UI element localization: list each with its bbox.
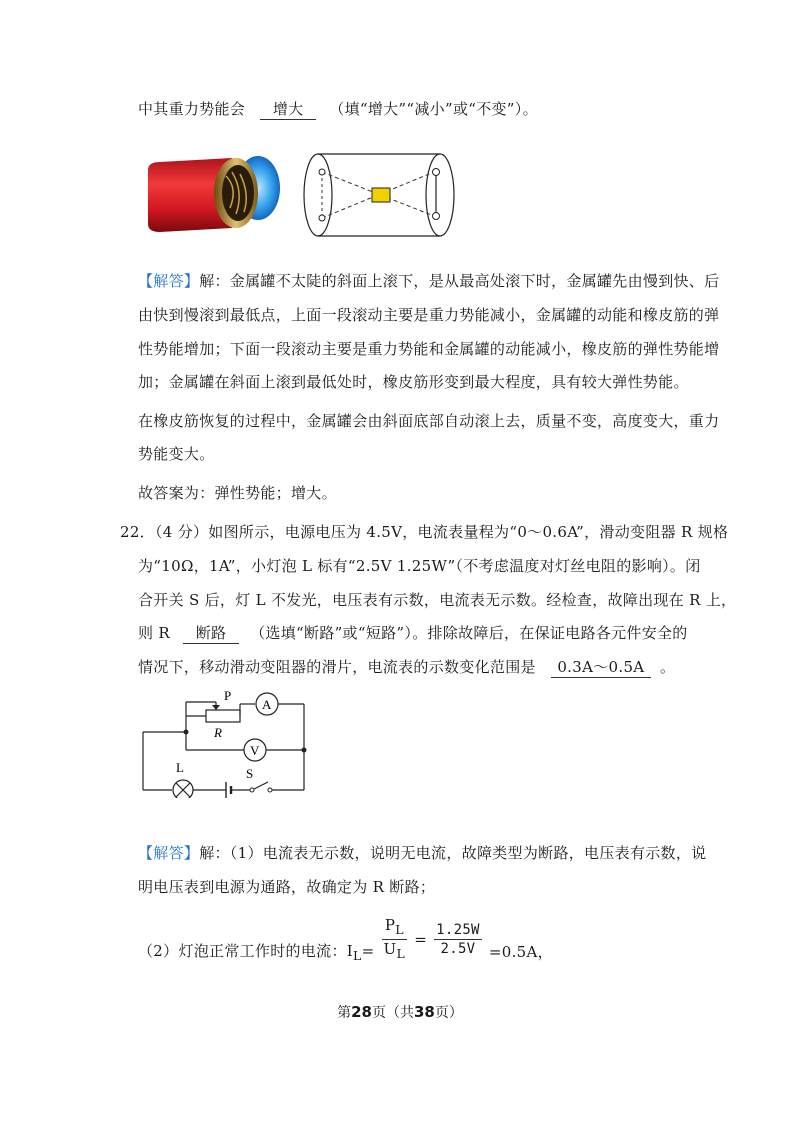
fraction-numerator: 1.25W <box>436 922 480 938</box>
analysis-paragraph-line: 在橡皮筋恢复的过程中，金属罐会由斜面底部自动滚上去，质量不变，高度变大，重力 <box>138 412 720 430</box>
circuit-diagram <box>138 688 318 798</box>
text-segment: 。 <box>659 658 676 676</box>
text-segment: 中其重力势能会 <box>138 100 246 118</box>
question-line: 合开关 S 后，灯 L 不发光，电压表有示数，电流表无示数。经检查，故障出现在 R 上， <box>138 591 737 609</box>
answer-tag: 【解答】 <box>138 272 200 290</box>
fraction-numerator: P <box>384 916 396 934</box>
text-segment: （填“增大”“减小”或“不变”）。 <box>329 100 538 118</box>
resistor-label: R <box>214 725 222 740</box>
question-line <box>138 622 688 644</box>
can-schematic-diagram <box>300 150 465 242</box>
switch-label: S <box>246 766 254 781</box>
answer-blank: 断路 <box>183 622 239 644</box>
footer-text: 页（共 <box>372 1006 414 1021</box>
subscript: L <box>352 948 362 963</box>
fraction-power-over-voltage <box>382 916 408 963</box>
answer-blank: 0.3A～0.5A <box>551 656 651 678</box>
page-number: 28 <box>351 1003 372 1021</box>
analysis-paragraph-line: 加；金属罐在斜面上滚到最低处时，橡皮筋形变到最大程度，具有较大弹性势能。 <box>138 373 689 391</box>
text-segment: 则 R <box>138 624 170 642</box>
fraction-denominator: U <box>383 940 397 958</box>
answer-summary: 故答案为：弹性势能；增大。 <box>138 484 337 502</box>
text-segment: = <box>361 942 375 960</box>
ammeter-label: A <box>262 697 272 712</box>
analysis-paragraph-line <box>138 270 719 291</box>
question-line <box>138 656 675 678</box>
analysis-paragraph-line: 明电压表到电源为通路，故确定为 R 断路； <box>138 878 436 896</box>
analysis-paragraph-line <box>138 842 706 863</box>
footer-text: 第 <box>337 1006 352 1021</box>
slider-label: P <box>224 688 232 703</box>
text-segment: 解：（1）电流表无示数，说明无电流，故障类型为断路，电压表有示数，说 <box>199 844 707 862</box>
fraction-values <box>434 921 482 958</box>
text-segment: =0.5A， <box>488 943 553 961</box>
answer-blank: 增大 <box>260 98 316 120</box>
analysis-paragraph-line: 由快到慢滚到最低点，上面一段滚动主要是重力势能减小，金属罐的动能和橡皮筋的弹 <box>138 306 720 324</box>
question-line: 22．（4 分）如图所示，电源电压为 4.5V，电流表量程为“0～0.6A”，滑动变阻器 R 规格 <box>120 523 729 541</box>
text-segment: （选填“断路”或“短路”）。排除故障后，在保证电路各元件安全的 <box>250 624 688 642</box>
page-footer <box>0 1002 800 1022</box>
analysis-paragraph-line: 性势能增加；下面一段滚动主要是重力势能和金属罐的动能减小，橡皮筋的弹性势能增 <box>138 340 720 358</box>
question-line: 为“10Ω，1A”，小灯泡 L 标有“2.5V 1.25W”（不考虑温度对灯丝电阻的影响）。闭 <box>138 557 701 575</box>
subscript: L <box>395 922 404 937</box>
formula-line: （2）灯泡正常工作时的电流：$I_L=$ $\frac{P_L}{U_L}$ = $\frac{1.25W}{2.5V}$ =0.5A， <box>138 916 553 963</box>
footer-text: 页） <box>434 1006 463 1021</box>
subscript: L <box>396 946 406 961</box>
lamp-label: L <box>176 760 184 775</box>
text-line <box>138 98 538 120</box>
metal-can-photo <box>140 148 290 240</box>
text-segment: （2）灯泡正常工作时的电流：I <box>138 942 353 960</box>
analysis-paragraph-line: 势能变大。 <box>138 445 215 463</box>
text-segment: 情况下，移动滑动变阻器的滑片，电流表的示数变化范围是 <box>138 658 536 676</box>
fraction-denominator: 2.5V <box>440 941 476 957</box>
text-segment: 解：金属罐不太陡的斜面上滚下，是从最高处滚下时，金属罐先由慢到快、后 <box>199 272 720 290</box>
answer-tag: 【解答】 <box>138 844 200 862</box>
total-pages: 38 <box>414 1003 435 1021</box>
voltmeter-label: V <box>250 743 260 758</box>
